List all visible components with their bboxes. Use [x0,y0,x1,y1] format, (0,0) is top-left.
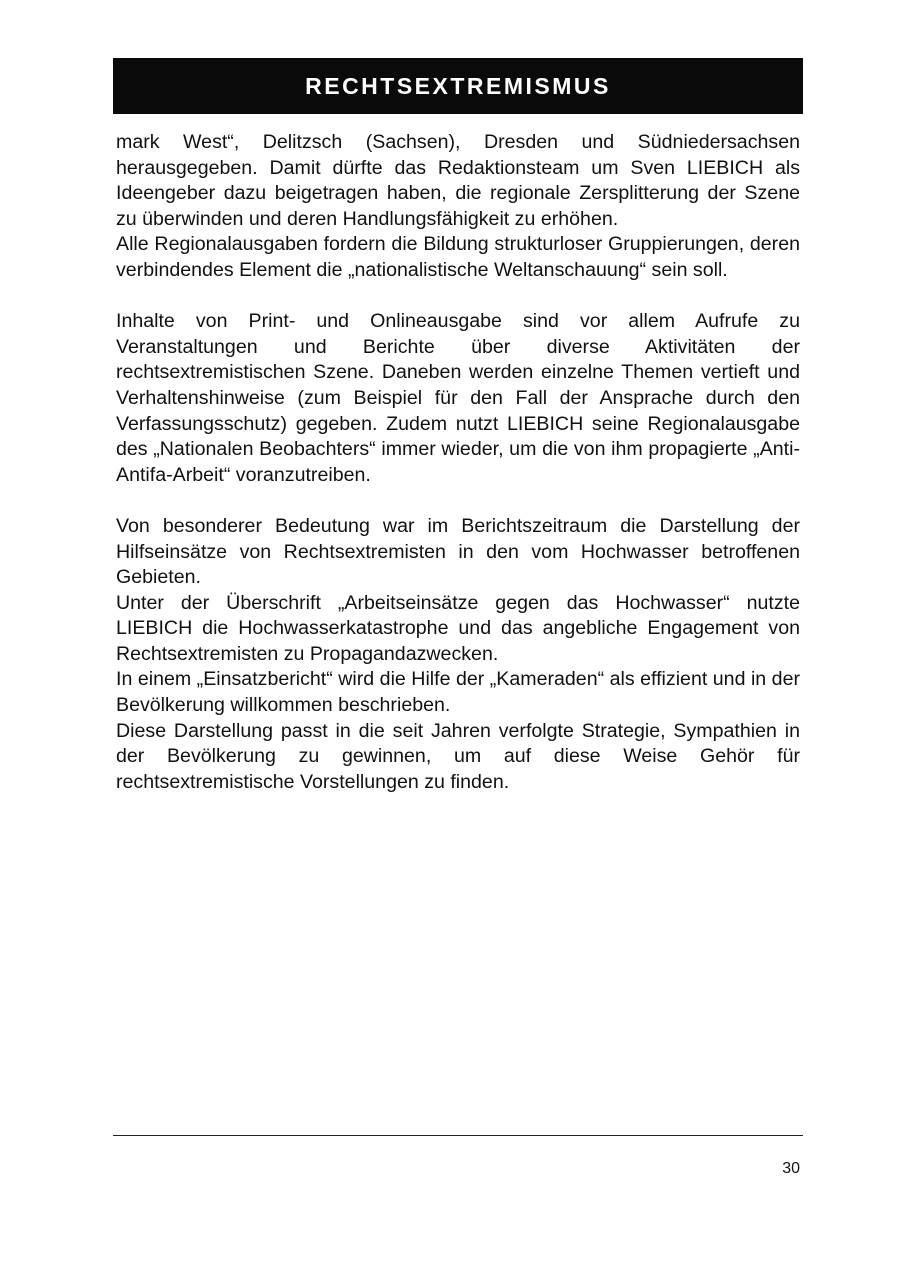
paragraph: Alle Regionalausgaben fordern die Bildung strukturloser Gruppierungen, deren verbindendes Element die „nationalistische Weltanschauung“ sein soll. [116,233,800,281]
section-title: RECHTSEXTREMISMUS [305,72,611,99]
paragraph: mark West“, Delitzsch (Sachsen), Dresden und Südniedersachsen herausgegeben. Damit dürfte das Redaktionsteam um Sven LIEBICH als Ideengeber dazu beigetragen haben, die regionale Zersplitterung der Szene zu überwinden und deren Handlungsfähigkeit zu erhöhen. [116,131,800,230]
paragraph: In einem „Einsatzbericht“ wird die Hilfe der „Kameraden“ als effizient und in der Bevölkerung willkommen beschrieben. [116,668,800,717]
paragraph-gap [116,284,800,310]
footer-divider [113,1135,803,1136]
paragraph-gap [116,488,800,514]
paragraph: Inhalte von Print- und Onlineausgabe sind vor allem Aufrufe zu Veranstaltungen und Berichte über diverse Aktivitäten der rechtsextremistischen Szene. Daneben werden einzelne Themen vertieft und Verhaltenshinweise (zum Beispiel für den Fall der Ansprache durch den Verfassungsschutz) gegeben. Zudem nutzt LIEBICH seine Regionalausgabe des „Nationalen Beobachters“ immer wieder, um die von ihm propagierte „Anti-Antifa-Arbeit“ voranzutreiben. [116,310,800,486]
paragraph: Von besonderer Bedeutung war im Berichtszeitraum die Darstellung der Hilfseinsätze von Rechtsextremisten in den vom Hochwasser betroffenen Gebieten. [116,514,800,589]
page-number: 30 [782,1160,800,1177]
paragraph: Diese Darstellung passt in die seit Jahren verfolgte Strategie, Sympathien in der Bevölkerung zu gewinnen, um auf diese Weise Gehör für rechtsextremistische Vorstellungen zu finden. [116,719,800,793]
paragraph: Unter der Überschrift „Arbeitseinsätze gegen das Hochwasser“ nutzte LIEBICH die Hochwasserkatastrophe und das angebliche Engagement von Rechtsextremisten zu Propagandazwecken. [116,591,800,665]
section-header-bar [113,58,803,114]
body-text [116,130,800,795]
